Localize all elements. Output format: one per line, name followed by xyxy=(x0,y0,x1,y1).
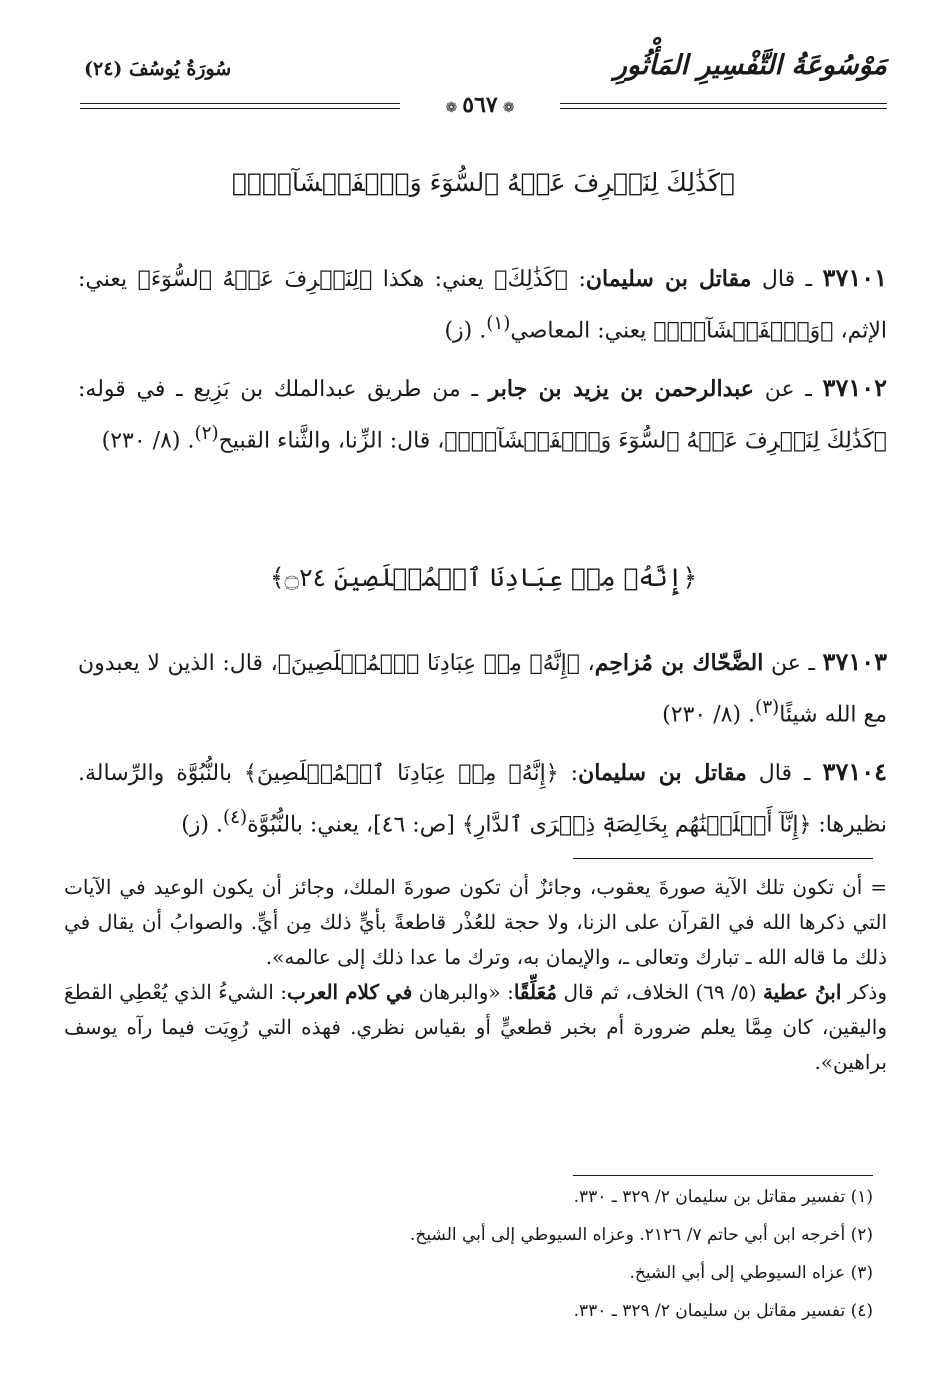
footnote-ref: (٣) xyxy=(755,697,780,718)
narration-37101 xyxy=(78,256,887,353)
narration-intro: ـ قال xyxy=(751,267,823,292)
commentary-text: وذكر xyxy=(841,980,887,1004)
narration-37104 xyxy=(78,750,887,847)
ornament-icon: ❁ xyxy=(502,100,515,116)
narration-end: . (٨/ ٢٣٠) xyxy=(101,428,195,454)
surah-header: سُورَةُ يُوسُفَ (٢٤) xyxy=(84,58,232,80)
narration-end: . (ز) xyxy=(181,812,223,838)
footnote-4: (٤) تفسير مقاتل بن سليمان ٢/ ٣٢٩ ـ ٣٣٠. xyxy=(573,1301,873,1321)
narration-text: : ﴿إِنَّهُۥ مِنۡ عِبَادِنَا ٱلۡمُخۡلَصِينَ﴾ بالنُّبُوَّة والرِّسالة. نظيرها: ﴿إِنَّآ أَخۡلَصۡنَٰهُم بِخَالِصَةٖ ذِكۡرَى ٱلدَّارِ﴾ [ص: ٤٦]، يعني: بالنُّبُوَّة xyxy=(78,761,887,838)
narration-end: . (٨/ ٢٣٠) xyxy=(662,702,756,728)
narration-intro: ـ عن xyxy=(763,651,823,676)
narrator-name: مقاتل بن سليمان xyxy=(585,266,752,292)
book-title: مَوْسُوعَةُ التَّفْسِيرِ المَأْثُورِ xyxy=(613,50,887,81)
footnote-separator xyxy=(573,1175,873,1176)
commentary-keyword: مُعَلِّقًا xyxy=(513,980,558,1004)
footnote-1: (١) تفسير مقاتل بن سليمان ٢/ ٣٢٩ ـ ٣٣٠. xyxy=(573,1187,873,1207)
footnote-3: (٣) عزاه السيوطي إلى أبي الشيخ. xyxy=(629,1263,873,1283)
narrator-name: عبدالرحمن بن يزيد بن جابر xyxy=(488,376,754,402)
footnote-ref: (١) xyxy=(486,313,511,334)
narrator-name: الضَّحّاك بن مُزاحِم xyxy=(594,650,764,676)
narration-number: ٣٧١٠٣ xyxy=(822,647,887,676)
commentary-continuation xyxy=(64,870,887,1080)
narration-37102 xyxy=(78,366,887,463)
commentary-paragraph-1: = أن تكون تلك الآية صورةَ يعقوب، وجائزٌ أن تكون صورةَ الملك، وجائز أن يكون الوعيد في الآيات التي ذكرها الله في القرآن على الزنا، ولا حجة للعُذْر قاطعةً بأيٍّ ذلك مِن أيٍّ. والصوابُ أن يقال في ذلك ما قاله الله ـ تبارك وتعالى ـ، والإيمان به، وترك ما عدا ذلك إلى عالمه». xyxy=(64,875,887,969)
cited-author: ابنُ عطية xyxy=(762,980,842,1004)
commentary-text: (٥/ ٦٩) الخلاف، ثم قال xyxy=(557,980,763,1004)
narrator-name: مقاتل بن سليمان xyxy=(578,760,747,786)
narration-end: . (ز) xyxy=(444,318,487,344)
commentary-text: : «والبرهان xyxy=(412,980,514,1004)
footnote-2: (٢) أخرجه ابن أبي حاتم ٧/ ٢١٢٦. وعزاه السيوطي إلى أبي الشيخ. xyxy=(410,1225,873,1245)
footnote-ref: (٤) xyxy=(222,807,248,828)
narration-intro: ـ عن xyxy=(753,377,823,402)
narration-intro: ـ قال xyxy=(746,761,823,786)
footnote-ref: (٢) xyxy=(194,423,219,444)
narration-37103 xyxy=(78,640,887,737)
narration-text: ، ﴿إِنَّهُۥ مِنۡ عِبَادِنَا ٱلۡمُخۡلَصِينَ﴾، قال: الذين لا يعبدون مع الله شيئًا xyxy=(78,651,887,728)
narration-number: ٣٧١٠٢ xyxy=(822,373,887,402)
narration-number: ٣٧١٠٤ xyxy=(822,757,887,786)
commentary-text: : الشيءُ الذي يُعْطِي القطعَ واليقين، كان مِمَّا يعلم ضرورة أم بخبر قطعيٍّ أو بقياس نظري. فهذه التي رُوِيَت فيما رآه يوسف براهين». xyxy=(64,980,887,1074)
page-number: ٥٦٧ xyxy=(462,92,498,118)
commentary-keyword: في كلام العرب xyxy=(286,980,413,1004)
commentary-paragraph-2 xyxy=(64,975,887,1080)
narration-text: ـ من طريق عبدالملك بن بَزِيع ـ في قوله: ﴿كَذَٰلِكَ لِنَصۡرِفَ عَنۡهُ ٱلسُّوٓءَ وَٱلۡفَحۡشَآءَۚ﴾، قال: الزِّنا، والثَّناء القبيح xyxy=(78,377,887,454)
narration-text: : ﴿كَذَٰلِكَ﴾ يعني: هكذا ﴿لِنَصۡرِفَ عَنۡهُ ٱلسُّوٓءَ﴾ يعني: الإثم، ﴿وَٱلۡفَحۡشَآءَۚ﴾ يعني: المعاصي xyxy=(78,267,887,344)
commentary-separator xyxy=(573,858,873,859)
narration-number: ٣٧١٠١ xyxy=(822,263,887,292)
page-number-box xyxy=(400,90,560,120)
verse-heading-1: ﴿كَذَٰلِكَ لِنَصۡرِفَ عَنۡهُ ٱلسُّوٓءَ وَٱلۡفَحۡشَآءَۚ﴾ xyxy=(232,168,735,197)
ornament-icon: ❁ xyxy=(445,100,458,116)
verse-heading-2: ﴿إِنَّهُۥ مِنۡ عِبَادِنَا ٱلۡمُخۡلَصِينَ ۝٢٤﴾ xyxy=(269,563,698,592)
